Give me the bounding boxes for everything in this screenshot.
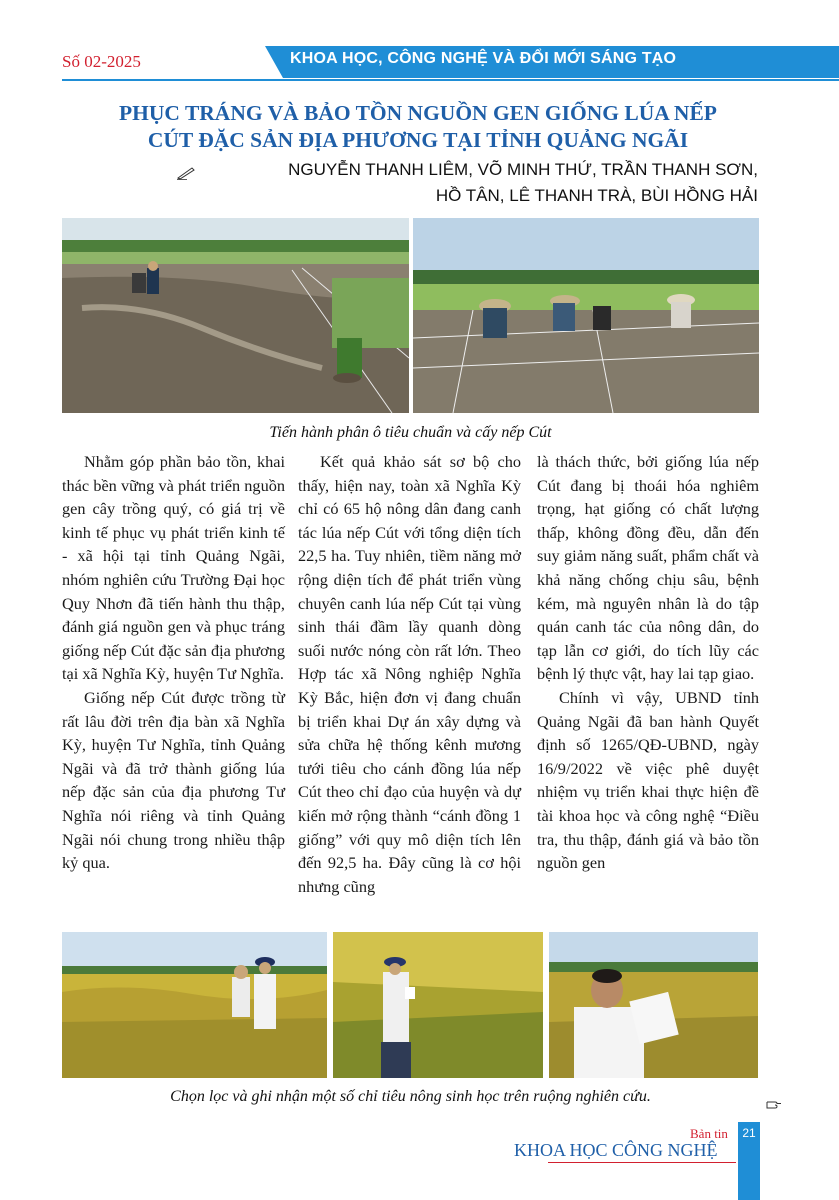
title-line-1: PHỤC TRÁNG VÀ BẢO TỒN NGUỒN GEN GIỐNG LÚA NẾP — [119, 101, 717, 125]
photo-rice-field-2 — [333, 932, 543, 1078]
paragraph: Chính vì vậy, UBND tỉnh Quảng Ngãi đã ban hành Quyết định số 1265/QĐ-UBND, ngày 16/9/2022 về việc phê duyệt nhiệm vụ triển khai thực hiện đề tài khoa học và công nghệ “Điều tra, thu thập, đánh giá và bảo tồn nguồn gen — [537, 687, 759, 873]
photo-rice-field-1 — [62, 932, 327, 1078]
paragraph: Giống nếp Cút được trồng từ rất lâu đời trên địa bàn xã Nghĩa Kỳ, huyện Tư Nghĩa, tỉnh Quảng Ngãi và đã trở thành giống lúa nếp đặc sản của địa phương Tư Nghĩa nói riêng và tỉnh Quảng Ngãi nói chung trong nhiều thập kỷ qua. — [62, 687, 285, 873]
section-title: KHOA HỌC, CÔNG NGHỆ VÀ ĐỔI MỚI SÁNG TẠO — [290, 50, 677, 67]
paragraph: Nhằm góp phần bảo tồn, khai thác bền vững và phát triển nguồn gen cây trồng quý, có giá trị về kinh tế phục vụ phát triển kinh tế - xã hội tại tỉnh Quảng Ngãi, nhóm nghiên cứu Trường Đại học Quy Nhơn đã tiến hành thu thập, đánh giá nguồn gen và phục tráng giống nếp Cút đặc sản địa phương tại xã Nghĩa Kỳ, huyện Tư Nghĩa. — [62, 452, 285, 684]
footer-title: KHOA HỌC CÔNG NGHỆ — [514, 1140, 718, 1160]
text-column-2 — [298, 450, 521, 898]
title-line-2: CÚT ĐẶC SẢN ĐỊA PHƯƠNG TẠI TỈNH QUẢNG NGÃI — [147, 128, 689, 152]
article-title — [62, 100, 774, 154]
caption-top-photos: Tiến hành phân ô tiêu chuẩn và cấy nếp Cút — [269, 424, 552, 441]
text-column-3 — [537, 450, 759, 875]
authors-line-1: NGUYỄN THANH LIÊM, VÕ MINH THỨ, TRẦN THANH SƠN, — [288, 160, 758, 179]
header-rule — [62, 79, 839, 81]
article-authors — [140, 157, 758, 209]
footer-label: Bản tin — [690, 1126, 728, 1141]
authors-line-2: HỒ TÂN, LÊ THANH TRÀ, BÙI HỒNG HẢI — [435, 186, 758, 205]
text-column-1 — [62, 450, 285, 875]
page-number: 21 — [742, 1126, 756, 1140]
photo-field-planting-1 — [62, 218, 409, 413]
photo-rice-field-3 — [549, 932, 758, 1078]
paragraph: Kết quả khảo sát sơ bộ cho thấy, hiện nay, toàn xã Nghĩa Kỳ chỉ có 65 hộ nông dân đang canh tác lúa nếp Cút với tổng diện tích 22,5 ha. Tuy nhiên, tiềm năng mở rộng diện tích để phát triển vùng chuyên canh lúa nếp Cút tại vùng sinh thái đầm lầy quanh dòng suối nước nóng còn rất lớn. Theo Hợp tác xã Nông nghiệp Nghĩa Kỳ Bắc, hiện đơn vị đang chuẩn bị triển khai Dự án xây dựng và sửa chữa hệ thống kênh mương tưới tiêu cho cánh đồng lúa nếp Cút theo chỉ đạo của huyện và dự kiến mở rộng thành “cánh đồng 1 giống” với quy mô diện tích lên đến 92,5 ha. Đây cũng là cơ hội nhưng cũng — [298, 452, 521, 896]
photo-field-planting-2 — [413, 218, 759, 413]
caption-bottom-photos: Chọn lọc và ghi nhận một số chỉ tiêu nông sinh học trên ruộng nghiên cứu. — [170, 1088, 651, 1105]
issue-number: Số 02-2025 — [62, 52, 141, 71]
paragraph: là thách thức, bởi giống lúa nếp Cút đang bị thoái hóa nghiêm trọng, hạt giống có chất lượng thấp, không đồng đều, dẫn đến suy giảm năng suất, phẩm chất và khả năng chống chịu sâu, bệnh kém, mà nguyên nhân là do tập quán canh tác của nông dân, do tạp lẫn cơ giới, do tích lũy các bệnh lý thực vật, hay lai tạp giao. — [537, 452, 759, 684]
pointing-hand-icon — [766, 1098, 782, 1110]
footer-rule — [548, 1162, 736, 1163]
